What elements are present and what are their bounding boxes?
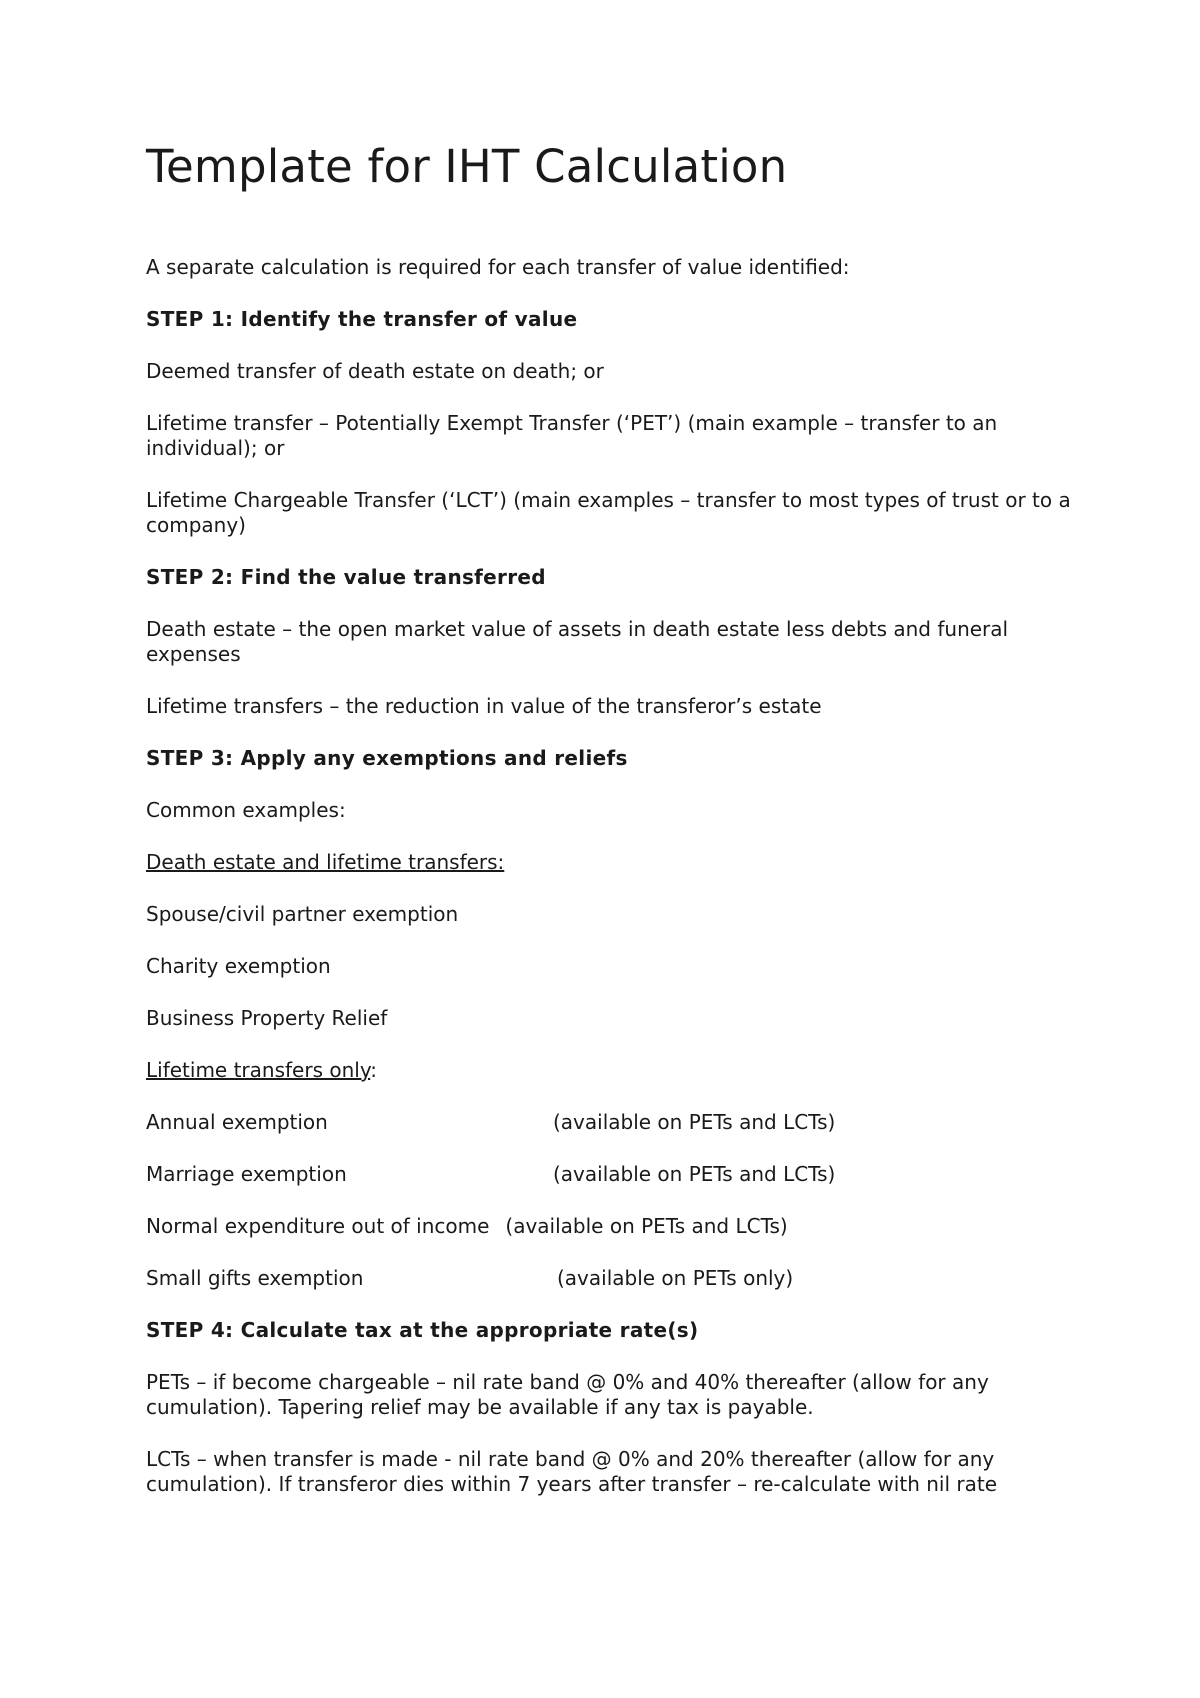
exemption-row-marriage (146, 1162, 1076, 1187)
exemption-row-annual (146, 1110, 1076, 1135)
exemption-item-charity: Charity exemption (146, 954, 331, 978)
lifetime-only-label-colon: : (370, 1058, 377, 1082)
step-2-heading: STEP 2: Find the value transferred (146, 565, 546, 589)
step-1-item-death-estate: Deemed transfer of death estate on death; or (146, 359, 604, 383)
step-4-heading: STEP 4: Calculate tax at the appropriate rate(s) (146, 1318, 699, 1342)
document-body (146, 140, 1076, 1524)
step-4-item-lcts: LCTs – when transfer is made - nil rate band @ 0% and 20% thereafter (allow for any cumulation). If transferor dies within 7 years after transfer – re-calculate with nil rate (146, 1447, 997, 1496)
death-and-lifetime-label (146, 850, 1076, 875)
step-1-heading: STEP 1: Identify the transfer of value (146, 307, 578, 331)
step-2-item-death-estate: Death estate – the open market value of assets in death estate less debts and funeral expenses (146, 617, 1009, 666)
exemption-availability: (available on PETs only) (557, 1266, 794, 1290)
exemption-row-normal-expenditure (146, 1214, 1076, 1239)
exemption-availability: (available on PETs and LCTs) (553, 1162, 836, 1186)
step-1-item-pet: Lifetime transfer – Potentially Exempt Transfer (‘PET’) (main example – transfer to an individual); or (146, 411, 998, 460)
exemption-item-spouse: Spouse/civil partner exemption (146, 902, 459, 926)
intro-paragraph: A separate calculation is required for each transfer of value identified: (146, 255, 850, 279)
step-2-item-lifetime: Lifetime transfers – the reduction in value of the transferor’s estate (146, 694, 822, 718)
exemption-name: Normal expenditure out of income (146, 1214, 490, 1238)
relief-item-business-property: Business Property Relief (146, 1006, 388, 1030)
step-4-item-pets: PETs – if become chargeable – nil rate band @ 0% and 40% thereafter (allow for any cumulation). Tapering relief may be available if any tax is payable. (146, 1370, 989, 1419)
step-1-item-lct: Lifetime Chargeable Transfer (‘LCT’) (main examples – transfer to most types of trust or to a company) (146, 488, 1071, 537)
exemption-name: Annual exemption (146, 1110, 328, 1134)
exemption-row-small-gifts (146, 1266, 1076, 1291)
exemption-name: Marriage exemption (146, 1162, 347, 1186)
exemption-availability: (available on PETs and LCTs) (553, 1110, 836, 1134)
step-3-heading: STEP 3: Apply any exemptions and reliefs (146, 746, 628, 770)
exemption-availability: (available on PETs and LCTs) (505, 1214, 788, 1238)
death-and-lifetime-label-text: Death estate and lifetime transfers: (146, 850, 505, 874)
common-examples-label: Common examples: (146, 798, 346, 822)
lifetime-only-label-text: Lifetime transfers only (146, 1058, 371, 1082)
lifetime-only-label (146, 1058, 1076, 1083)
document-title: Template for IHT Calculation (146, 140, 788, 193)
exemption-name: Small gifts exemption (146, 1266, 364, 1290)
